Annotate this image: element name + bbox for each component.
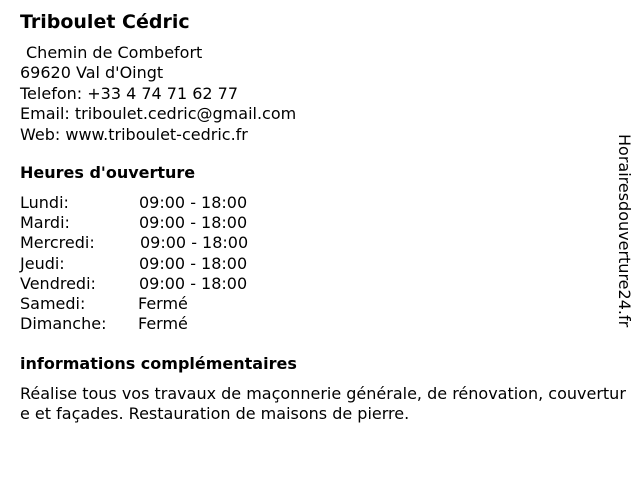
day-label: Samedi: <box>20 293 86 313</box>
additional-info-heading: informations complémentaires <box>20 354 297 373</box>
hours-row-sunday <box>20 314 380 334</box>
day-hours: 09:00 - 18:00 <box>139 193 248 212</box>
street-address: Chemin de Combefort <box>26 43 203 62</box>
hours-row-friday <box>20 274 380 294</box>
hours-row-monday <box>20 193 380 213</box>
day-label: Mardi: <box>20 213 70 233</box>
day-hours: Fermé <box>138 314 188 334</box>
hours-row-tuesday <box>20 213 380 233</box>
day-hours: 09:00 - 18:00 <box>139 253 248 273</box>
hours-row-wednesday <box>20 233 380 253</box>
day-label: Mercredi: <box>20 233 95 253</box>
opening-hours-table <box>20 193 380 334</box>
phone-line: Telefon: +33 4 74 71 62 77 <box>20 83 239 103</box>
city-line: 69620 Val d'Oingt <box>20 63 164 83</box>
email-line: Email: triboulet.cedric@gmail.com <box>20 104 297 124</box>
source-watermark: Horairesdouverture24.fr <box>615 134 634 328</box>
hours-row-thursday <box>20 254 380 274</box>
contact-block <box>20 43 296 145</box>
day-label: Dimanche: <box>20 314 107 334</box>
day-label: Jeudi: <box>20 253 65 273</box>
day-hours: 09:00 - 18:00 <box>140 233 249 253</box>
day-hours: Fermé <box>138 293 188 313</box>
opening-hours-heading: Heures d'ouverture <box>20 163 196 182</box>
business-name: Triboulet Cédric <box>20 11 190 33</box>
day-label: Lundi: <box>20 193 69 212</box>
additional-info-text: Réalise tous vos travaux de maçonnerie générale, de rénovation, couverture et façades. Restauration de maisons de pierre. <box>20 384 626 423</box>
day-label: Vendredi: <box>20 273 96 293</box>
hours-row-saturday <box>20 294 380 314</box>
day-hours: 09:00 - 18:00 <box>139 213 248 233</box>
day-hours: 09:00 - 18:00 <box>139 273 248 293</box>
website-line: Web: www.triboulet-cedric.fr <box>20 124 248 144</box>
